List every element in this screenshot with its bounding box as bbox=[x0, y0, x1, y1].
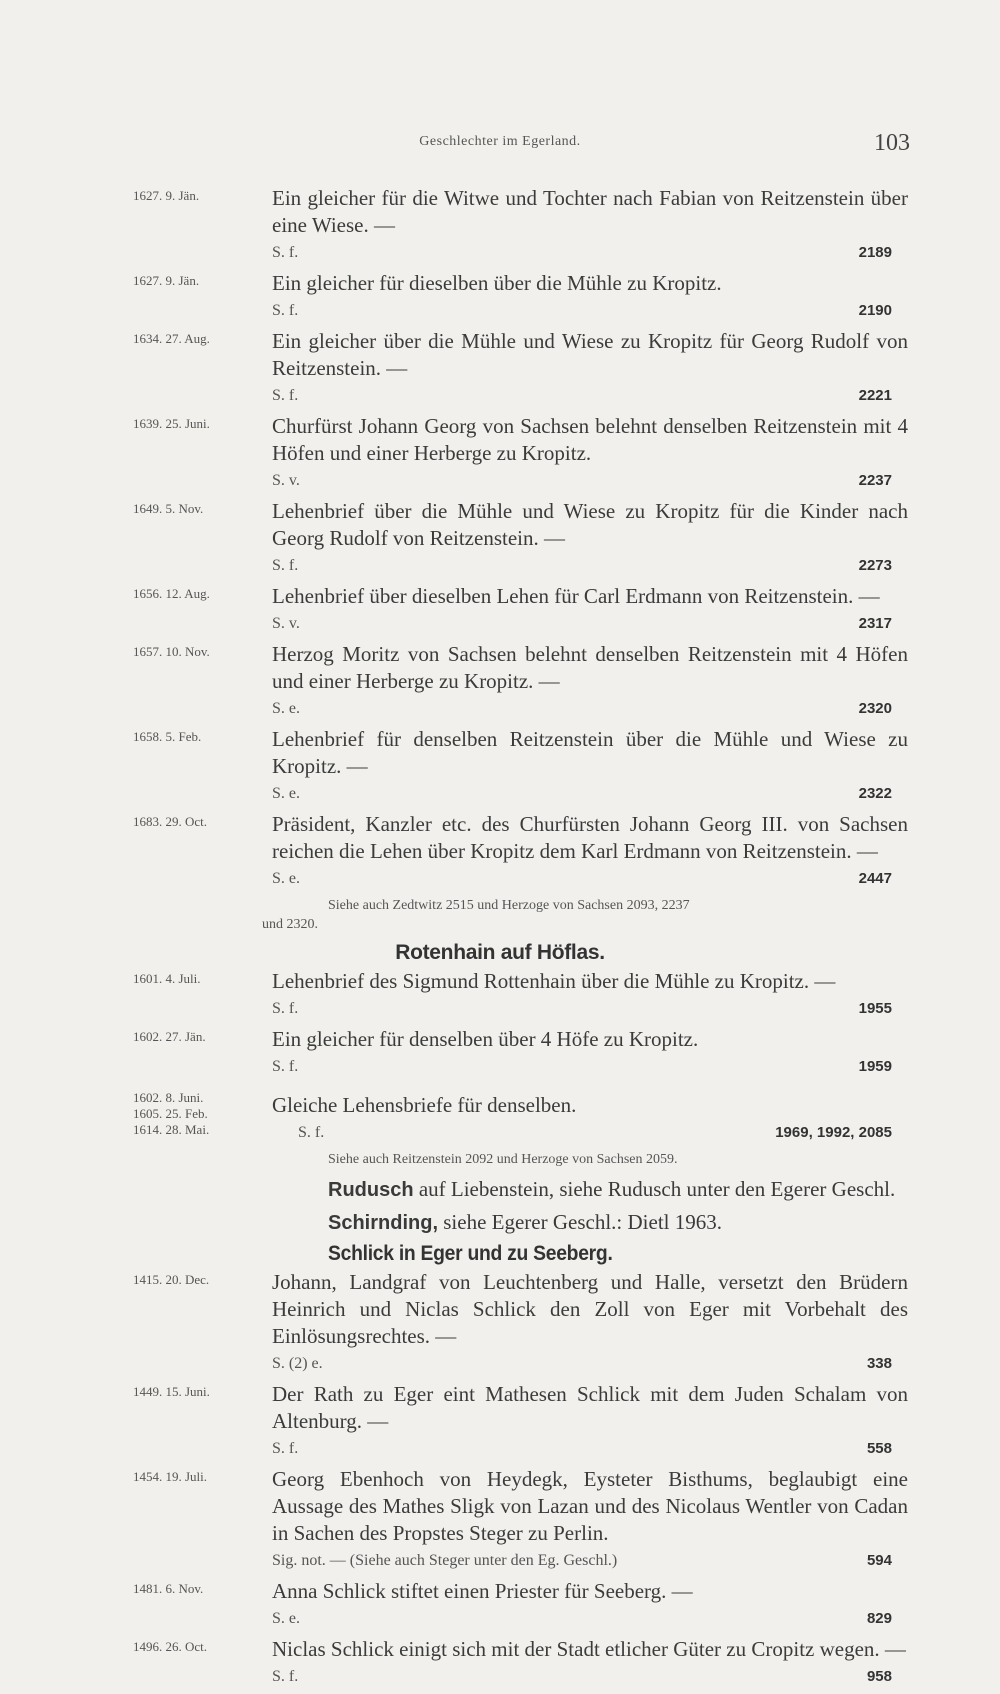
register-entry bbox=[0, 413, 1000, 494]
entry-number: 338 bbox=[866, 1355, 892, 1372]
entry-number: 558 bbox=[866, 1440, 892, 1457]
entry-date: 1658. 5. Feb. bbox=[133, 729, 202, 744]
entry-number: 594 bbox=[866, 1552, 892, 1569]
entry-text bbox=[272, 726, 908, 807]
entry-source: S. f. bbox=[272, 557, 299, 574]
entry-date: 1602. 27. Jän. bbox=[133, 1029, 206, 1044]
entry-number: 2221 bbox=[858, 387, 892, 404]
register-entry bbox=[0, 1084, 1000, 1146]
entry-source: S. e. bbox=[272, 1610, 300, 1627]
entry-date: 1656. 12. Aug. bbox=[133, 586, 210, 601]
entry-source: S. f. bbox=[272, 1440, 299, 1457]
section-heading-rotenhain: Rotenhain auf Höflas. bbox=[395, 941, 605, 964]
entry-date: 1639. 25. Juni. bbox=[133, 416, 210, 431]
entry-text bbox=[272, 185, 908, 266]
cross-reference-note: Siehe auch Zedtwitz 2515 und Herzoge von Sachsen 2093, 2237 und 2320. bbox=[262, 898, 690, 932]
entry-text bbox=[272, 1578, 908, 1632]
entry-text bbox=[272, 583, 908, 637]
entry-source: S. f. bbox=[298, 1124, 325, 1141]
entry-body: Georg Ebenhoch von Heydegk, Eysteter Bisthums, beglaubigt eine Aussage des Mathes Sligk von Lazan und des Nicolaus Wentler von Cadan in Sachen des Propstes Steger zu Perlin. bbox=[272, 1467, 908, 1545]
register-entry bbox=[0, 726, 1000, 807]
entry-body: Ein gleicher für denselben über 4 Höfe zu Kropitz. bbox=[272, 1027, 699, 1051]
entry-date: 1627. 9. Jän. bbox=[133, 188, 200, 203]
entry-date: 1649. 5. Nov. bbox=[133, 501, 204, 516]
entry-number: 2322 bbox=[858, 785, 892, 802]
entry-date: 1415. 20. Dec. bbox=[133, 1272, 210, 1287]
entry-source: S. e. bbox=[272, 870, 300, 887]
entry-source: S. e. bbox=[272, 785, 300, 802]
entry-number: 2320 bbox=[858, 700, 892, 717]
entry-number: 829 bbox=[866, 1610, 892, 1627]
entry-number: 2273 bbox=[858, 557, 892, 574]
entry-text bbox=[272, 1466, 908, 1574]
register-entry bbox=[0, 498, 1000, 579]
register-entry bbox=[0, 1026, 1000, 1080]
register-entry bbox=[0, 270, 1000, 324]
entry-number: 1959 bbox=[858, 1058, 892, 1075]
entry-text bbox=[272, 413, 908, 494]
section-heading-schlick: Schlick in Eger und zu Seeberg. bbox=[328, 1242, 613, 1265]
entry-body: Ein gleicher für dieselben über die Mühle zu Kropitz. bbox=[272, 271, 722, 295]
entry-body: Lehenbrief über dieselben Lehen für Carl Erdmann von Reitzenstein. — bbox=[272, 584, 880, 608]
entry-body: Johann, Landgraf von Leuchtenberg und Halle, versetzt den Brüdern Heinrich und Niclas Schlick den Zoll von Eger mit Vorbehalt des Einlösungsrechtes. — bbox=[272, 1270, 908, 1348]
register-entry bbox=[0, 811, 1000, 892]
entry-body: Lehenbrief des Sigmund Rottenhain über die Mühle zu Kropitz. — bbox=[272, 969, 836, 993]
cross-reference-schirnding: Schirnding, siehe Egerer Geschl.: Dietl 1963. bbox=[328, 1210, 722, 1234]
register-entry bbox=[0, 641, 1000, 722]
entry-date: 1496. 26. Oct. bbox=[133, 1639, 208, 1654]
entry-text bbox=[272, 498, 908, 579]
entry-date: 1481. 6. Nov. bbox=[133, 1581, 204, 1596]
entry-text bbox=[272, 1269, 908, 1377]
entry-text: Gleiche Lehensbriefe für denselben. S. f. 1969, 1992, 2085 bbox=[272, 1084, 908, 1146]
entry-body: Churfürst Johann Georg von Sachsen belehnt denselben Reitzenstein mit 4 Höfen und einer Herberge zu Kropitz. bbox=[272, 414, 908, 465]
entry-body: Ein gleicher über die Mühle und Wiese zu Kropitz für Georg Rudolf von Reitzenstein. — bbox=[272, 329, 908, 380]
entry-text bbox=[272, 811, 908, 892]
entries-schlick bbox=[0, 1269, 1000, 1690]
entry-source: S. (2) e. bbox=[272, 1355, 323, 1372]
entry-text bbox=[272, 968, 908, 1022]
entry-date: 1454. 19. Juli. bbox=[133, 1469, 208, 1484]
entry-source: S. f. bbox=[272, 1058, 299, 1075]
entry-source: Sig. not. — (Siehe auch Steger unter den Eg. Geschl.) bbox=[272, 1552, 618, 1569]
running-title: Geschlechter im Egerland. bbox=[419, 134, 581, 149]
entry-source: S. f. bbox=[272, 244, 299, 261]
entry-text bbox=[272, 328, 908, 409]
entry-number: 2447 bbox=[858, 870, 892, 887]
entry-body: Herzog Moritz von Sachsen belehnt denselben Reitzenstein mit 4 Höfen und einer Herberge zu Kropitz. — bbox=[272, 642, 908, 693]
entry-date: 1449. 15. Juni. bbox=[133, 1384, 210, 1399]
entry-date: 1657. 10. Nov. bbox=[133, 644, 210, 659]
entry-body: Anna Schlick stiftet einen Priester für Seeberg. — bbox=[272, 1579, 693, 1603]
entry-body: Ein gleicher für die Witwe und Tochter nach Fabian von Reitzenstein über eine Wiese. — bbox=[272, 186, 908, 237]
entry-body: Niclas Schlick einigt sich mit der Stadt etlicher Güter zu Cropitz wegen. — bbox=[272, 1637, 906, 1661]
entry-source: S. e. bbox=[272, 700, 300, 717]
entry-source: S. f. bbox=[272, 387, 299, 404]
register-entry bbox=[0, 1578, 1000, 1632]
entry-dates: 1602. 8. Juni. 1605. 25. Feb. 1614. 28. Mai. bbox=[133, 1090, 210, 1137]
cross-reference-rudusch: Rudusch auf Liebenstein, siehe Rudusch unter den Egerer Geschl. bbox=[328, 1177, 896, 1201]
page-number: 103 bbox=[874, 130, 910, 156]
entry-number: 2190 bbox=[858, 302, 892, 319]
register-entry bbox=[0, 185, 1000, 266]
entry-date: 1634. 27. Aug. bbox=[133, 331, 210, 346]
entry-date: 1601. 4. Juli. bbox=[133, 971, 201, 986]
entry-text bbox=[272, 1026, 908, 1080]
entry-text bbox=[272, 270, 908, 324]
entry-number: 2317 bbox=[858, 615, 892, 632]
register-entry bbox=[0, 968, 1000, 1022]
entries-reitzenstein bbox=[0, 185, 1000, 892]
entry-number: 2189 bbox=[858, 244, 892, 261]
entries-rotenhain bbox=[0, 968, 1000, 1080]
entry-text bbox=[272, 641, 908, 722]
entry-source: S. f. bbox=[272, 1668, 299, 1685]
entry-text bbox=[272, 1636, 908, 1690]
entry-body: Lehenbrief über die Mühle und Wiese zu Kropitz für die Kinder nach Georg Rudolf von Reitzenstein. — bbox=[272, 499, 908, 550]
entry-body: Lehenbrief für denselben Reitzenstein über die Mühle und Wiese zu Kropitz. — bbox=[272, 727, 908, 778]
register-entry bbox=[0, 1466, 1000, 1574]
entry-number: 1969, 1992, 2085 bbox=[775, 1124, 892, 1141]
entry-number: 1955 bbox=[858, 1000, 892, 1017]
entry-body: Der Rath zu Eger eint Mathesen Schlick mit dem Juden Schalam von Altenburg. — bbox=[272, 1382, 908, 1433]
entry-source: S. v. bbox=[272, 615, 300, 632]
register-entry bbox=[0, 328, 1000, 409]
register-entry bbox=[0, 1269, 1000, 1377]
entry-body: Präsident, Kanzler etc. des Churfürsten Johann Georg III. von Sachsen reichen die Lehen über Kropitz dem Karl Erdmann von Reitzenstein. — bbox=[272, 812, 908, 863]
entry-number: 2237 bbox=[858, 472, 892, 489]
entry-source: S. f. bbox=[272, 1000, 299, 1017]
register-entry bbox=[0, 1381, 1000, 1462]
entry-text bbox=[272, 1381, 908, 1462]
entry-source: S. v. bbox=[272, 472, 300, 489]
register-entry bbox=[0, 583, 1000, 637]
register-content bbox=[0, 185, 1000, 1694]
entry-number: 958 bbox=[866, 1668, 892, 1685]
cross-reference-note: Siehe auch Reitzenstein 2092 und Herzoge von Sachsen 2059. bbox=[328, 1152, 678, 1167]
entry-source: S. f. bbox=[272, 302, 299, 319]
entry-date: 1683. 29. Oct. bbox=[133, 814, 208, 829]
register-entry bbox=[0, 1636, 1000, 1690]
entry-date: 1627. 9. Jän. bbox=[133, 273, 200, 288]
